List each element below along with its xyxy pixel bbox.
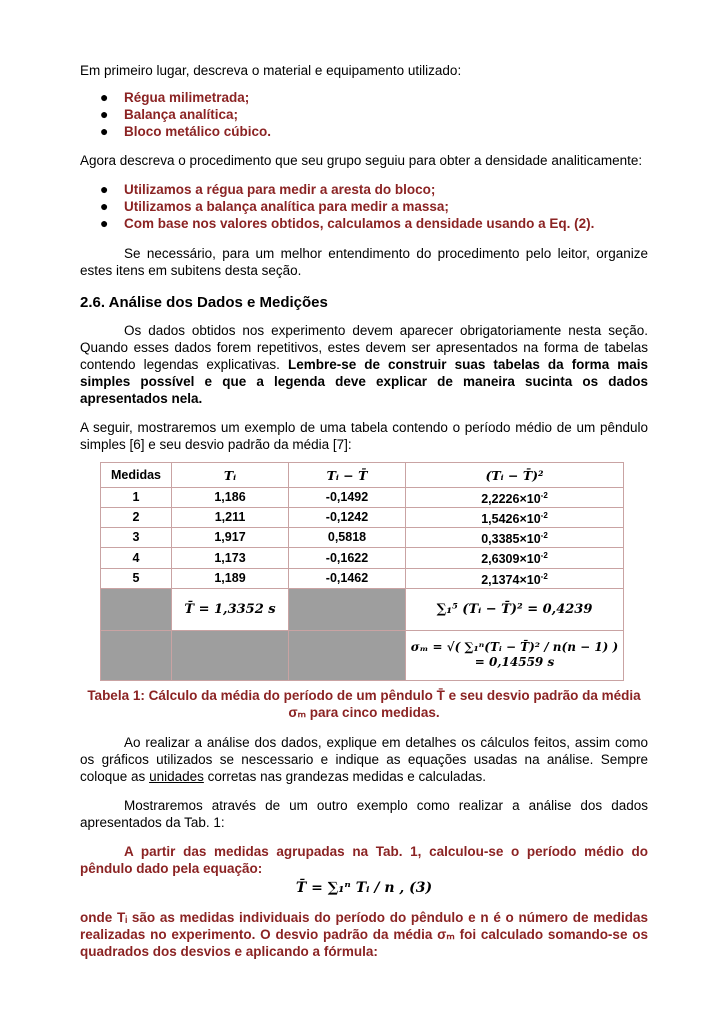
- intro-material: Em primeiro lugar, descreva o material e equipamento utilizado:: [80, 63, 462, 78]
- col-header: Tᵢ − T̄: [289, 463, 406, 488]
- list-item: ● Com base nos valores obtidos, calculamos a densidade usando a Eq. (2).: [100, 215, 595, 231]
- bullet-icon: ●: [100, 89, 109, 105]
- list-item: ● Bloco metálico cúbico.: [100, 123, 272, 139]
- list-item: ● Utilizamos a balança analítica para medir a massa;: [100, 198, 449, 214]
- table-row: 3 1,917 0,5818 $0,3385\times 10^{-2}$: [101, 528, 624, 548]
- paragraph-mean-period: A partir das medidas agrupadas na Tab. 1, calculou-se o período médio do pêndulo dado pela equação:: [80, 843, 648, 876]
- col-header: Medidas: [101, 463, 172, 488]
- table-row: 1 1,186 -0,1492 $2,2226\times 10^{-2}$: [101, 488, 624, 508]
- bullet-icon: ●: [100, 215, 109, 231]
- sigma-cell: σₘ = √( ∑₁ⁿ(Tᵢ − T̄)² / n(n − 1) ) = 0,14559 s: [406, 630, 624, 680]
- intro-procedure: Agora descreva o procedimento que seu grupo seguiu para obter a densidade analiticamente:: [80, 153, 643, 168]
- col-header: (Tᵢ − T̄)²: [406, 463, 624, 488]
- bullet-icon: ●: [100, 181, 109, 197]
- gray-cell: [172, 630, 289, 680]
- bullet-icon: ●: [100, 123, 109, 139]
- gray-cell: [289, 588, 406, 630]
- gray-cell: [101, 588, 172, 630]
- paragraph-definitions: onde Tᵢ são as medidas individuais do período do pêndulo e n é o número de medidas realizadas no experimento. O desvio padrão da média σₘ foi calculado somando-se os quadrados dos desvios e aplicando a fórmula:: [80, 909, 648, 959]
- col-header: Tᵢ: [172, 463, 289, 488]
- paragraph-table-intro: A seguir, mostraremos um exemplo de uma tabela contendo o período médio de um pêndulo simples [6] e seu desvio padrão da média [7]:: [80, 420, 648, 452]
- table-row: 5 1,189 -0,1462 $2,1374\times 10^{-2}$: [101, 568, 624, 588]
- table-summary-row: [101, 588, 624, 630]
- data-table: [100, 462, 624, 681]
- list-item: ● Régua milimetrada;: [100, 89, 250, 105]
- section-title: 2.6. Análise dos Dados e Medições: [80, 294, 328, 311]
- paragraph-analysis: Ao realizar a análise dos dados, explique em detalhes os cálculos feitos, assim como os gráficos utilizados se nescessario e indique as equações usadas na análise. Sempre coloque as unidades corretas nas grandezas medidas e calculadas.: [80, 734, 648, 784]
- table-row: 2 1,211 -0,1242 $1,5426\times 10^{-2}$: [101, 508, 624, 528]
- materials-list: [80, 89, 648, 140]
- gray-cell: [101, 630, 172, 680]
- document-page: [80, 62, 648, 960]
- sum-cell: ∑₁⁵ (Tᵢ − T̄)² = 0,4239: [406, 588, 624, 630]
- list-item: ● Balança analítica;: [100, 106, 239, 122]
- paragraph-example: Mostraremos através de um outro exemplo como realizar a análise dos dados apresentados da Tab. 1:: [80, 797, 648, 830]
- bullet-icon: ●: [100, 198, 109, 214]
- bullet-icon: ●: [100, 106, 109, 122]
- table-row: 4 1,173 -0,1622 $2,6309\times 10^{-2}$: [101, 548, 624, 568]
- procedure-list: [80, 181, 648, 232]
- list-item: ● Utilizamos a régua para medir a aresta do bloco;: [100, 181, 436, 197]
- table-header-row: [101, 463, 624, 488]
- gray-cell: [289, 630, 406, 680]
- mean-cell: T̄ = 1,3352 s: [172, 588, 289, 630]
- organize-note: Se necessário, para um melhor entendimento do procedimento pelo leitor, organize estes itens em subitens desta seção.: [80, 246, 648, 278]
- equation-3: T̄ = ∑₁ⁿ Tᵢ / n , (3): [295, 879, 433, 896]
- table-caption: Tabela 1: Cálculo da média do período de um pêndulo T̄ e seu desvio padrão da média σₘ para cinco medidas.: [87, 687, 641, 720]
- paragraph-data-requirements: Os dados obtidos nos experimento devem aparecer obrigatoriamente nesta seção. Quando esses dados forem repetitivos, estes devem ser apresentados na forma de tabelas contendo legendas explicativas. Lembre-se de construir suas tabelas da forma mais simples possível e que a legenda deve explicar de maneira sucinta os dados apresentados nela.: [80, 323, 648, 406]
- table-sigma-row: [101, 630, 624, 680]
